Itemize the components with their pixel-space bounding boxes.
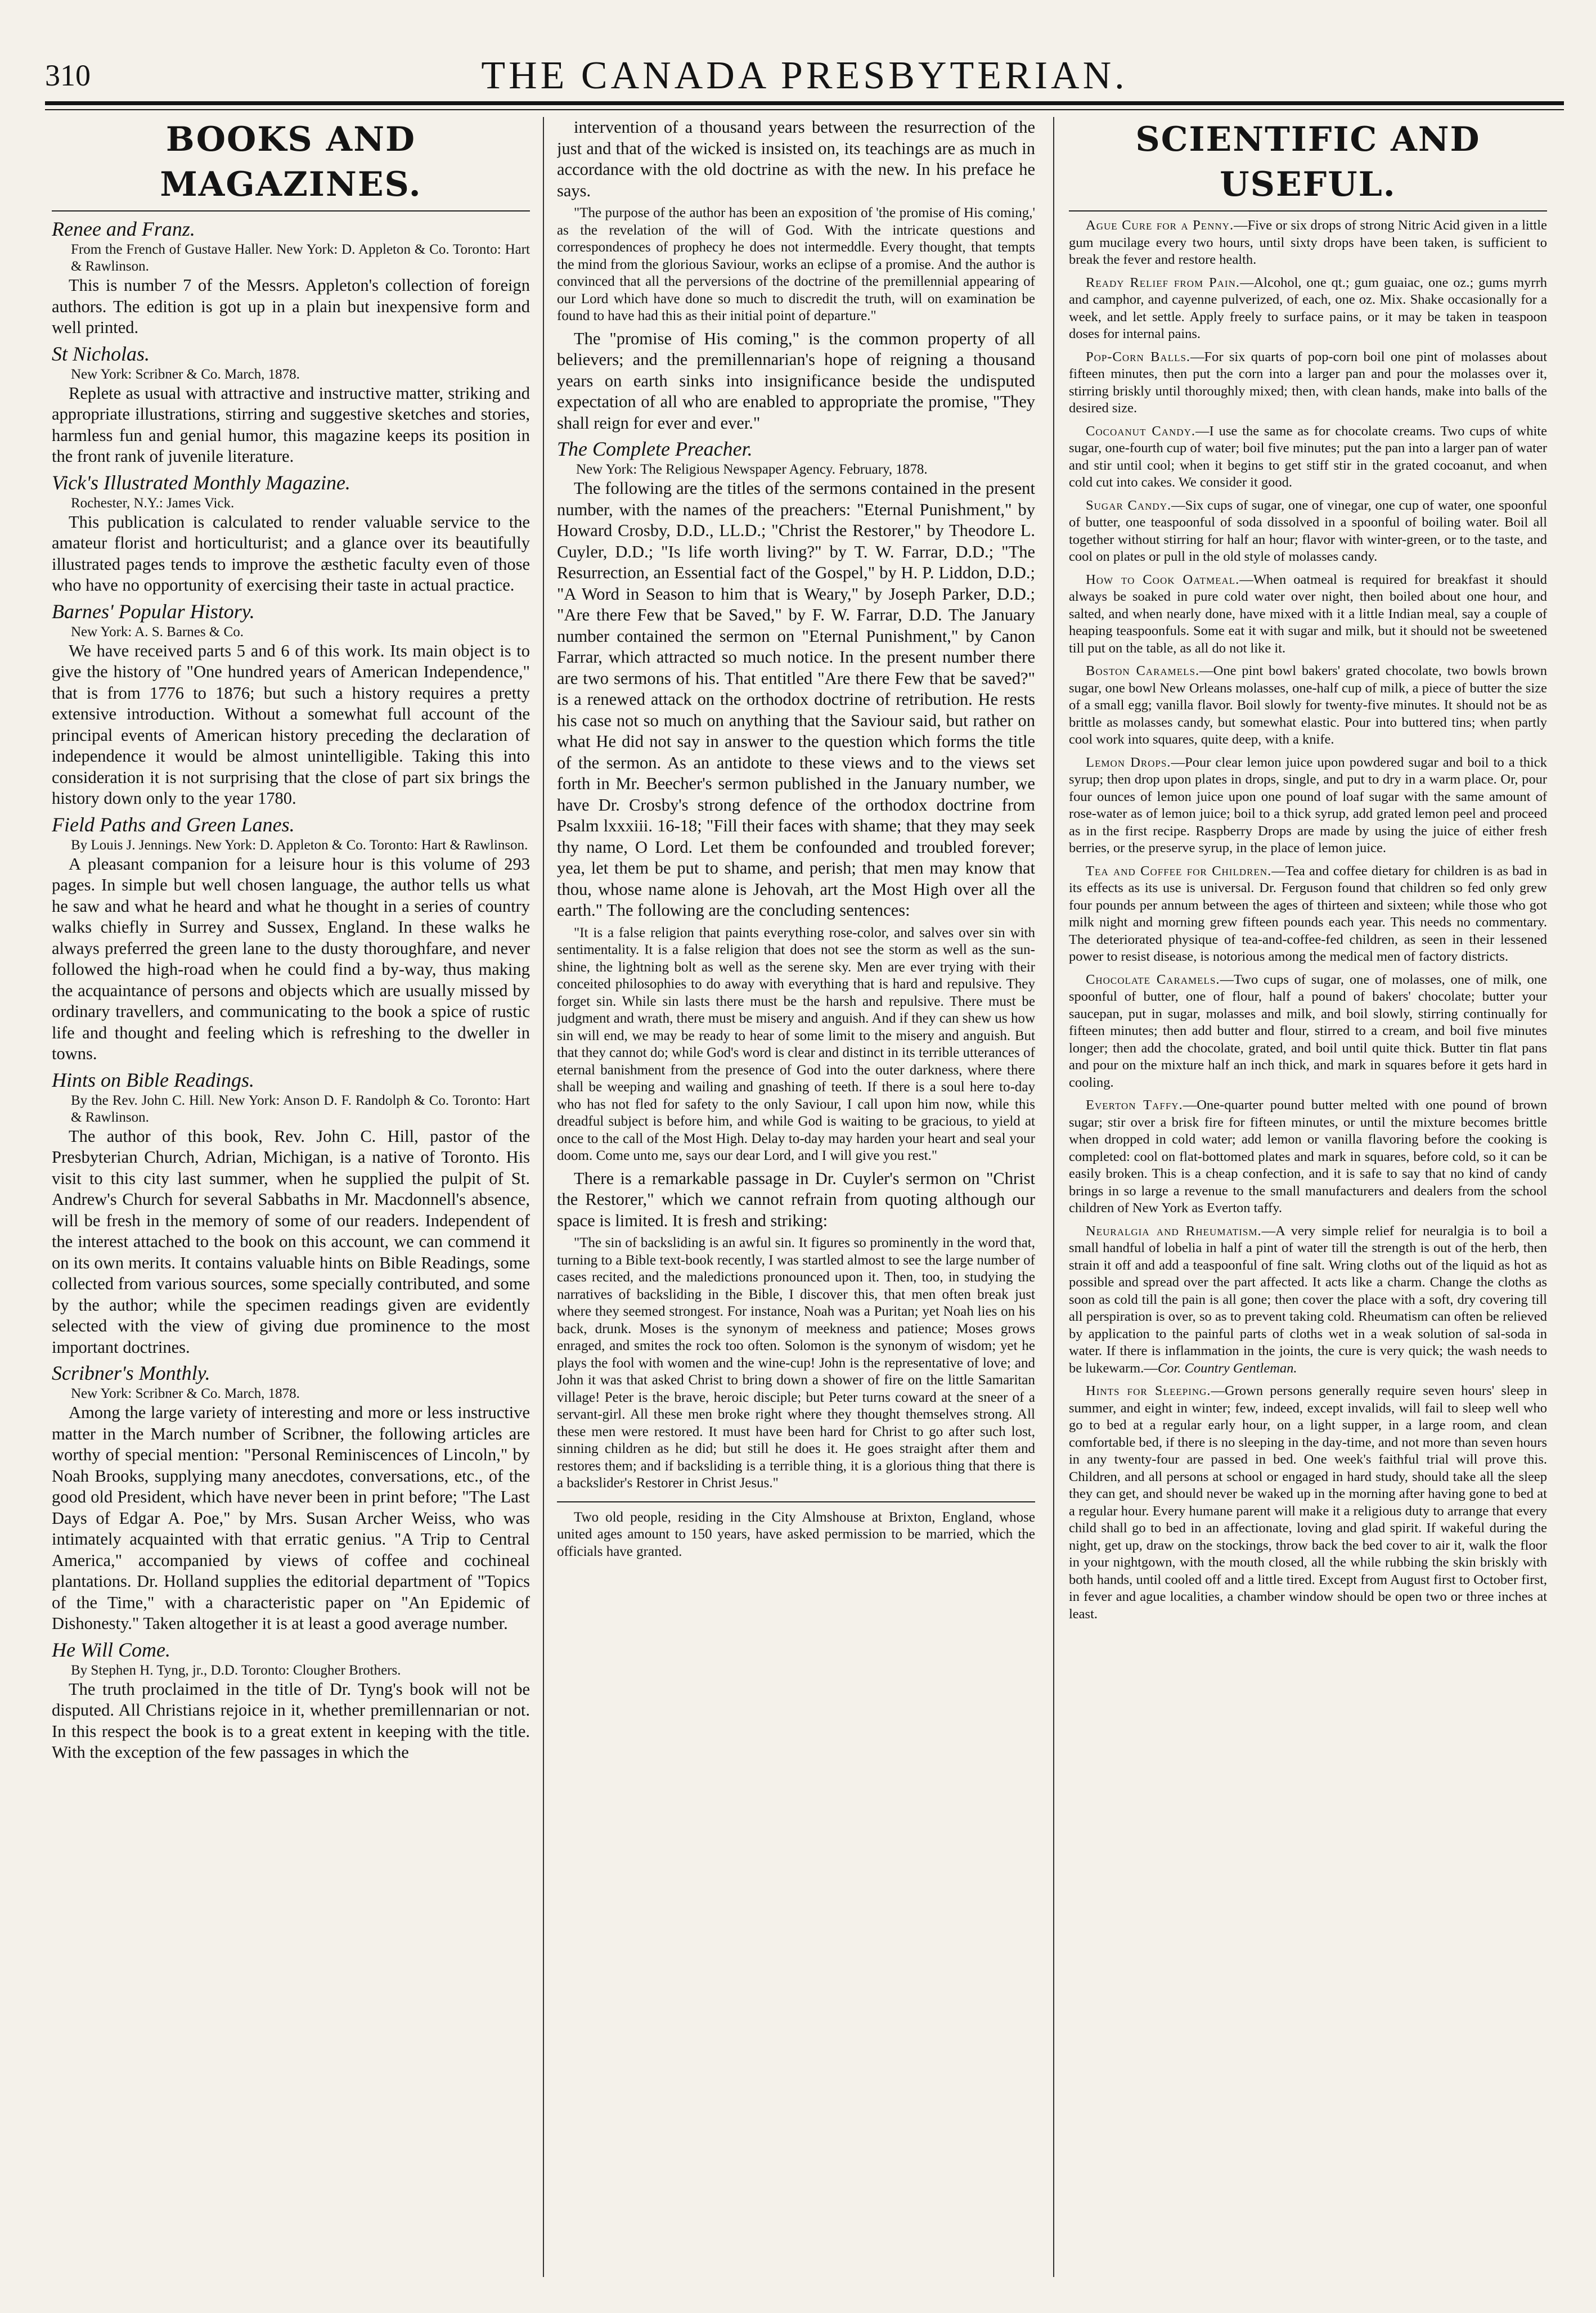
book-title: He Will Come.	[52, 1638, 170, 1661]
recipe-title: Hints for Sleeping.	[1086, 1383, 1211, 1398]
tyng-continued: intervention of a thousand years between the resurrection of the just and that of the wicked is insisted on, its teachings are as much in accordance with the old doctrine as with the new. In his preface he says.	[557, 118, 1035, 200]
recipe-item	[1069, 663, 1547, 749]
recipe-item	[1069, 1223, 1547, 1378]
recipe-title: Boston Caramels.	[1086, 663, 1200, 678]
recipe-text: —One pint bowl bakers' grated chocolate, two bowls brown sugar, one bowl New Orleans molasses, one-half cup of milk, a piece of butter the size of a small egg; vanilla flavor. Boil slowly for twenty-five minutes. It should not be as brittle as molasses candy, but somewhat elastic. Pour into buttered tins; when partly cool work into squares, quite deep, with a knife.	[1069, 663, 1547, 747]
recipe-text: —One-quarter pound butter melted with one pound of brown sugar; stir over a brisk fire for fifteen minutes, or until the mixture becomes brittle when dropped in cold water; add lemon or vanilla flavoring before the cooking is completed: cool on flat-bottomed plates and mark in squares, before cold, so it can be easily broken. This is a cheap confection, and it is safe to say that no kind of candy brings in so large a revenue to the small manufacturers and dealers from the school children of New York as Everton taffy.	[1069, 1097, 1547, 1216]
recipe-text: —I use the same as for chocolate creams. Two cups of white sugar, one-fourth cup of water; boil five minutes; put the pan into a larger pan of water and stir until cool; when it begins to get stiff stir in the grated cocoanut, and when cold cut into cakes. We consider it good.	[1069, 423, 1547, 490]
recipe-item	[1069, 349, 1547, 417]
recipe-text: —Tea and coffee dietary for children is as bad in its effects as its use is universal. Dr. Ferguson found that children so fed only grew four pounds per annum between the ages of thirteen and sixteen; while those who got milk night and morning grew fifteen pounds each year. This needs no commentary. The deteriorated physique of tea-and-coffee-fed children, as seen in their lessened power to resist disease, is notorious among the medical men of factory districts.	[1069, 863, 1547, 964]
recipe-title: How to Cook Oatmeal.	[1086, 572, 1240, 587]
book-title: Renee and Franz.	[52, 218, 195, 240]
recipe-item	[1069, 217, 1547, 269]
recipe-title: Sugar Candy.	[1086, 497, 1172, 513]
book-title: St Nicholas.	[52, 342, 150, 365]
recipe-item	[1069, 754, 1547, 857]
newspaper-title: THE CANADA PRESBYTERIAN.	[481, 54, 1128, 97]
recipe-text: —Six cups of sugar, one of vinegar, one cup of water, one spoonful of butter, one teaspoonful of soda dissolved in a spoonful of boiling water. Boil all together without stirring for half an hour; flavor with winter-green, or to the taste, and cool on plates or pull in the old style of molasses candy.	[1069, 497, 1547, 564]
recipe-text: —Grown persons generally require seven hours' sleep in summer, and eight in winter; few, indeed, except invalids, will fail to sleep well who go to bed at a regular early hour, on a light supper, in a large room, and clean comfortable bed, if there is no sleeping in the day-time, and not more than seven hours in any twenty-four are passed in bed. One week's faithful trial will prove this. Children, and all persons at school or engaged in hard study, should take all the sleep they can get, and should never be waked up in the morning after having gone to bed at a regular hour. Every humane parent will make it a religious duty to arrange that every child shall go to bed in an affectionate, loving and glad spirit. If wakeful during the night, get up, draw on the stockings, throw back the bed cover to air it, walk the floor in your nightgown, with the mouth closed, all the while rubbing the skin briskly with both hands, until cooled off and a little tired. Except from August first to October first, in fever and ague localities, a chamber window should be open two or three inches at least.	[1069, 1383, 1547, 1622]
recipe-text: —Two cups of sugar, one of molasses, one of milk, one spoonful of butter, one of flour, half a pound of bakers' chocolate; butter your saucepan, put in sugar, molasses and milk, and boil slowly, stirring continually for fifteen minutes; then add butter and flour, stirred to a cream, and boil five minutes longer; then add the chocolate, grated, and boil until quite thick. Butter tin flat pans and pour on the mixture half an inch thick, and mark in squares before it gets hard in cooling.	[1069, 971, 1547, 1090]
book-publisher: By Louis J. Jennings. New York: D. Appleton & Co. Toronto: Hart & Rawlinson.	[71, 837, 528, 853]
book-publisher: New York: A. S. Barnes & Co.	[71, 624, 244, 640]
column-reviews-continued	[557, 117, 1035, 2277]
recipe-title: Pop-Corn Balls.	[1086, 349, 1191, 364]
book-review: The truth proclaimed in the title of Dr. Tyng's book will not be disputed. All Christians rejoice in it, whether premillennarian or not. In this respect the book is to a great extent in keeping with the title. With the exception of the few passages in which the	[52, 1679, 530, 1762]
preacher-publisher: New York: The Religious Newspaper Agency. February, 1878.	[576, 462, 928, 477]
column-divider	[543, 117, 544, 2277]
recipe-text: —Pour clear lemon juice upon powdered sugar and boil to a thick syrup; then drop upon plates in drops, single, and put to dry in a warm place. Or, pour four ounces of lemon juice upon one pound of loaf sugar with the same amount of rose-water as of lemon juice; boil to a thick syrup, add grated lemon peel and proceed as in the first recipe. Raspberry Drops are made by using the juice of either fresh berries, or the preserve syrup, in the place of lemon juice.	[1069, 754, 1547, 856]
recipe-title: Neuralgia and Rheumatism.	[1086, 1223, 1262, 1239]
book-title: Field Paths and Green Lanes.	[52, 813, 295, 836]
recipe-text: —A very simple relief for neuralgia is to boil a small handful of lobelia in half a pint of water till the strength is out of the herb, then strain it off and add a teaspoonful of fine salt. Wring cloths out of the liquid as hot as possible and spread over the part affected. It acts like a charm. Change the cloths as soon as cold till the pain is all gone; then cover the place with a soft, dry covering till all perspiration is over, so as to prevent taking cold. Rheumatism can often be relieved by application to the painful parts of cloths wet in a weak solution of sal-soda in water. If there is inflammation in the joints, the cure is very quick; the wash needs to be lukewarm.—	[1069, 1223, 1547, 1376]
recipe-item	[1069, 274, 1547, 343]
book-title: Scribner's Monthly.	[52, 1362, 210, 1384]
recipe-text: —For six quarts of pop-corn boil one pint of molasses about fifteen minutes, then put the corn into a larger pan and pour the molasses over it, stirring briskly until thoroughly mixed; then, with clean hands, make into balls of the desired size.	[1069, 349, 1547, 416]
recipe-item	[1069, 572, 1547, 658]
page-number: 310	[45, 58, 91, 92]
crosby-quote: "It is a false religion that paints everything rose-color, and salves over sin with sentimentality. It is a false religion that does not see the storm as well as the sun-shine, the lightning bolt as well as the serene sky. Men are ever trying with their conceited philosophies to do away with everything that is hard and repulsive. They forget sin. While sin lasts there must be the harsh and repulsive. There must be judgment and wrath, there must be misery and anguish. And if they can shew us how sin will end, we may be ready to hear of some limit to the misery and anguish. But that they cannot do; while God's word is clear and distinct in its terrible utterances of eternal banishment from the presence of God into the outer darkness, where there shall be weeping and wailing and gnashing of teeth. If there is a soul here to-day who has not fled for safety to the only Saviour, I call upon him now, while this dreadful subject is before him, and while God is waiting to be gracious, to yield at once to the call of the Most High. Delay to-day may harden your heart and seal your doom. Come unto me, says our dear Lord, and I will give you rest."	[557, 925, 1035, 1163]
book-review: Replete as usual with attractive and instructive matter, striking and appropriate illustrations, stirring and suggestive sketches and stories, harmless fun and genial humor, this magazine keeps its position in the front rank of juvenile literature.	[52, 383, 530, 466]
book-publisher: By Stephen H. Tyng, jr., D.D. Toronto: Clougher Brothers.	[71, 1662, 401, 1678]
recipe-item	[1069, 863, 1547, 966]
preacher-body: The following are the titles of the sermons contained in the present number, with the names of the preachers: "Eternal Punishment," by Howard Crosby, D.D., LL.D.; "Christ the Restorer," by Theodore L. Cuyler, D.D.; "Is life worth living?" by T. W. Farrar, D.D.; "The Resurrection, an Essential fact of the Gospel," by H. P. Liddon, D.D.; "A Word in Season to him that is Weary," by Joseph Parker, D.D.; "Are there Few that be Saved," by F. W. Farrar, D.D. The January number contained the sermon on "Eternal Punishment," by Canon Farrar, which attracted so much notice. In the present number there are two sermons of his. That entitled "Are there Few that be saved?" is a renewed attack on the orthodox doctrine of retribution. He rests his case not so much on anything that the Saviour said, but rather on what He did not say in answer to the question which forms the title of the sermon. As an antidote to these views and to the views set forth in Mr. Beecher's sermon published in the January number, we have Dr. Crosby's strong defence of the orthodox doctrine from Psalm lxxxiii. 16-18; "Fill their faces with shame; that they may seek thy name, O Lord. Let them be confounded and troubled forever; yea, let them be put to shame, and perish; that men may know that thou, whose name alone is Jehovah, art the Most High over all the earth." The following are the concluding sentences:	[557, 479, 1035, 920]
cuyler-quote: "The sin of backsliding is an awful sin. It figures so prominently in the word that, turning to a Bible text-book recently, I was startled almost to see the large number of cases recited, and the maledictions pronounced upon it. Then, too, in studying the narratives of backsliding in the Bible, I discover this, that men often break just where they seemed strongest. For instance, Noah was a Puritan; yet Noah lies on his back, drunk. Moses is the synonym of meekness and patience; Moses grows enraged, and smites the rock too often. Solomon is the synonym of wisdom; yet he plays the fool with women and the wine-cup! John is the representative of love; and John it was that asked Christ to bring down a shower of fire on the little Samaritan village! Peter is the brave, heroic disciple; but Peter turns coward at the sneer of a servant-girl. All these men broke right where they thought themselves strong. All these men were restored. It must have been hard for Christ to go after such lost, sinning children as he did; but still he does it. He goes straight after them and restores them; and if backsliding is a terrible thing, it is a glorious thing that there is a backslider's Restorer in Christ Jesus."	[557, 1235, 1035, 1491]
book-title: Hints on Bible Readings.	[52, 1068, 254, 1091]
column-books	[52, 117, 530, 2277]
recipe-item	[1069, 423, 1547, 492]
book-publisher: From the French of Gustave Haller. New York: D. Appleton & Co. Toronto: Hart & Rawlinson.	[71, 242, 530, 274]
recipe-title: Ready Relief from Pain.	[1086, 274, 1240, 290]
recipe-item	[1069, 497, 1547, 566]
section-heading-useful: SCIENTIFIC AND USEFUL.	[1069, 117, 1547, 212]
book-publisher: Rochester, N.Y.: James Vick.	[71, 495, 235, 511]
column-useful	[1069, 117, 1547, 2277]
section-heading-books: BOOKS AND MAGAZINES.	[52, 117, 530, 212]
almshouse-note-text: Two old people, residing in the City Almshouse at Brixton, England, whose united ages amount to 150 years, have asked permission to be married, which the officials have granted.	[557, 1509, 1035, 1559]
book-review: This is number 7 of the Messrs. Appleton's collection of foreign authors. The edition is got up in a plain but inexpensive form and well printed.	[52, 276, 530, 337]
masthead-rule-thin	[45, 109, 1564, 110]
book-review: A pleasant companion for a leisure hour is this volume of 293 pages. In simple but well chosen language, the author tells us what he saw and what he heard and what he thought in a series of country walks chiefly in Surrey and Sussex, England. In these walks he always preferred the green lane to the dusty thoroughfare, and never followed the high-road when he could find a by-way, thus making the acquaintance of persons and objects which are usually missed by ordinary travellers, and communicating to the book a spice of rustic life and thought and feeling which is refreshing to the dweller in towns.	[52, 854, 530, 1063]
recipe-title: Chocolate Caramels.	[1086, 971, 1220, 987]
recipe-title: Tea and Coffee for Children.	[1086, 863, 1272, 879]
masthead-rule	[45, 101, 1564, 105]
recipe-title: Ague Cure for a Penny.	[1086, 218, 1234, 233]
almshouse-note	[557, 1501, 1035, 1561]
recipe-title: Cocoanut Candy.	[1086, 423, 1195, 439]
books-entries	[52, 217, 530, 1763]
recipe-item	[1069, 1097, 1547, 1217]
preacher-title: The Complete Preacher.	[557, 438, 753, 460]
book-review: We have received parts 5 and 6 of this work. Its main object is to give the history of "One hundred years of American Independence," that is from 1776 to 1876; but such a history requires a pretty extensive introduction. Without a somewhat full account of the principal events of American history preceding the declaration of independence it would be almost unintelligible. Taking this into consideration it is not surprising that the close of part six brings the history down only to the year 1780.	[52, 641, 530, 808]
book-review: The author of this book, Rev. John C. Hill, pastor of the Presbyterian Church, Adrian, Michigan, is a native of Toronto. His visit to this city last summer, when he supplied the pulpit of St. Andrew's Church for several Sabbaths in Mr. Macdonnell's absence, will be fresh in the memory of some of our readers. Independent of the interest attached to the book on this account, we can commend it on its own merits. It contains valuable hints on Bible Readings, some collected from various sources, some specially contributed, and some by the author; while the specimen readings given are evidently selected with the view of giving due prominence to the most important doctrines.	[52, 1126, 530, 1357]
recipe-title: Everton Taffy.	[1086, 1097, 1183, 1113]
recipe-item	[1069, 971, 1547, 1092]
recipe-title: Lemon Drops.	[1086, 754, 1171, 770]
book-publisher: New York: Scribner & Co. March, 1878.	[71, 366, 300, 382]
book-review: This publication is calculated to render valuable service to the amateur florist and horticulturist; and a glance over its beautifully illustrated pages tends to improve the æsthetic faculty even of those who have no opportunity of exercising their taste in actual practice.	[52, 512, 530, 595]
masthead	[45, 53, 1564, 107]
recipe-text: —When oatmeal is required for breakfast it should always be soaked in pure cold water over night, then boiled about one hour, and salted, and when nearly done, have mixed with it a little Indian meal, say a couple of heaping teaspoonfuls. Some eat it with sugar and milk, but it should not be sweetened till put on the table, as all do not like it.	[1069, 572, 1547, 656]
tyng-quote: "The purpose of the author has been an exposition of 'the promise of His coming,' as the revelation of the will of God. With the intricate questions and correspondences of prophecy he does not intermeddle. Every thought, that tempts the mind from the glorious Saviour, works an eclipse of a promise. And the author is convinced that all the perversions of the doctrine of the premillennial appearing of our Lord which have done so much to discredit the truth, will on examination be found to have had this as their initial point of departure."	[557, 205, 1035, 323]
book-title: Barnes' Popular History.	[52, 600, 255, 623]
book-publisher: By the Rev. John C. Hill. New York: Anson D. F. Randolph & Co. Toronto: Hart & Rawlinson.	[71, 1092, 530, 1125]
useful-items	[1069, 217, 1547, 1623]
recipe-text: —Alcohol, one qt.; gum guaiac, one oz.; gums myrrh and camphor, and cayenne pulverized, of each, one oz. Mix. Shake occasionally for a week, and let settle. Apply freely to surface pains, or it may be taken in teaspoon doses for internal pains.	[1069, 274, 1547, 341]
book-publisher: New York: Scribner & Co. March, 1878.	[71, 1386, 300, 1401]
book-review: Among the large variety of interesting and more or less instructive matter in the March number of Scribner, the following articles are worthy of special mention: "Personal Reminiscences of Lincoln," by Noah Brooks, supplying many anecdotes, conversations, etc., of the good old President, which have never been in print before; "The Last Days of Edgar A. Poe," by Mrs. Susan Archer Weiss, who was intimately acquainted with that erratic genius. "A Trip to Central America," accompanied by views of coffee and cochineal plantations. Dr. Holland supplies the editorial department of "Topics of the Time," with a characteristic paper on "An Epidemic of Dishonesty." Taken altogether it is at least a good average number.	[52, 1403, 530, 1633]
book-title: Vick's Illustrated Monthly Magazine.	[52, 471, 350, 494]
recipe-source: Cor. Country Gentleman.	[1157, 1360, 1297, 1376]
recipe-text: —Five or six drops of strong Nitric Acid given in a little gum mucilage every two hours, until sixty drops have been taken, is sufficient to break the fever and restore health.	[1069, 218, 1547, 267]
column-divider	[1053, 117, 1054, 2277]
cuyler-intro: There is a remarkable passage in Dr. Cuyler's sermon on "Christ the Restorer," which we cannot refrain from quoting although our space is limited. It is fresh and striking:	[557, 1168, 1035, 1230]
recipe-item	[1069, 1383, 1547, 1623]
tyng-conclusion: The "promise of His coming," is the common property of all believers; and the premillennarian's hope of reigning a thousand years on earth sinks into insignificance beside the undisputed expectation of all who are enabled to appropriate the promise, "They shall reign for ever and ever."	[557, 328, 1035, 433]
